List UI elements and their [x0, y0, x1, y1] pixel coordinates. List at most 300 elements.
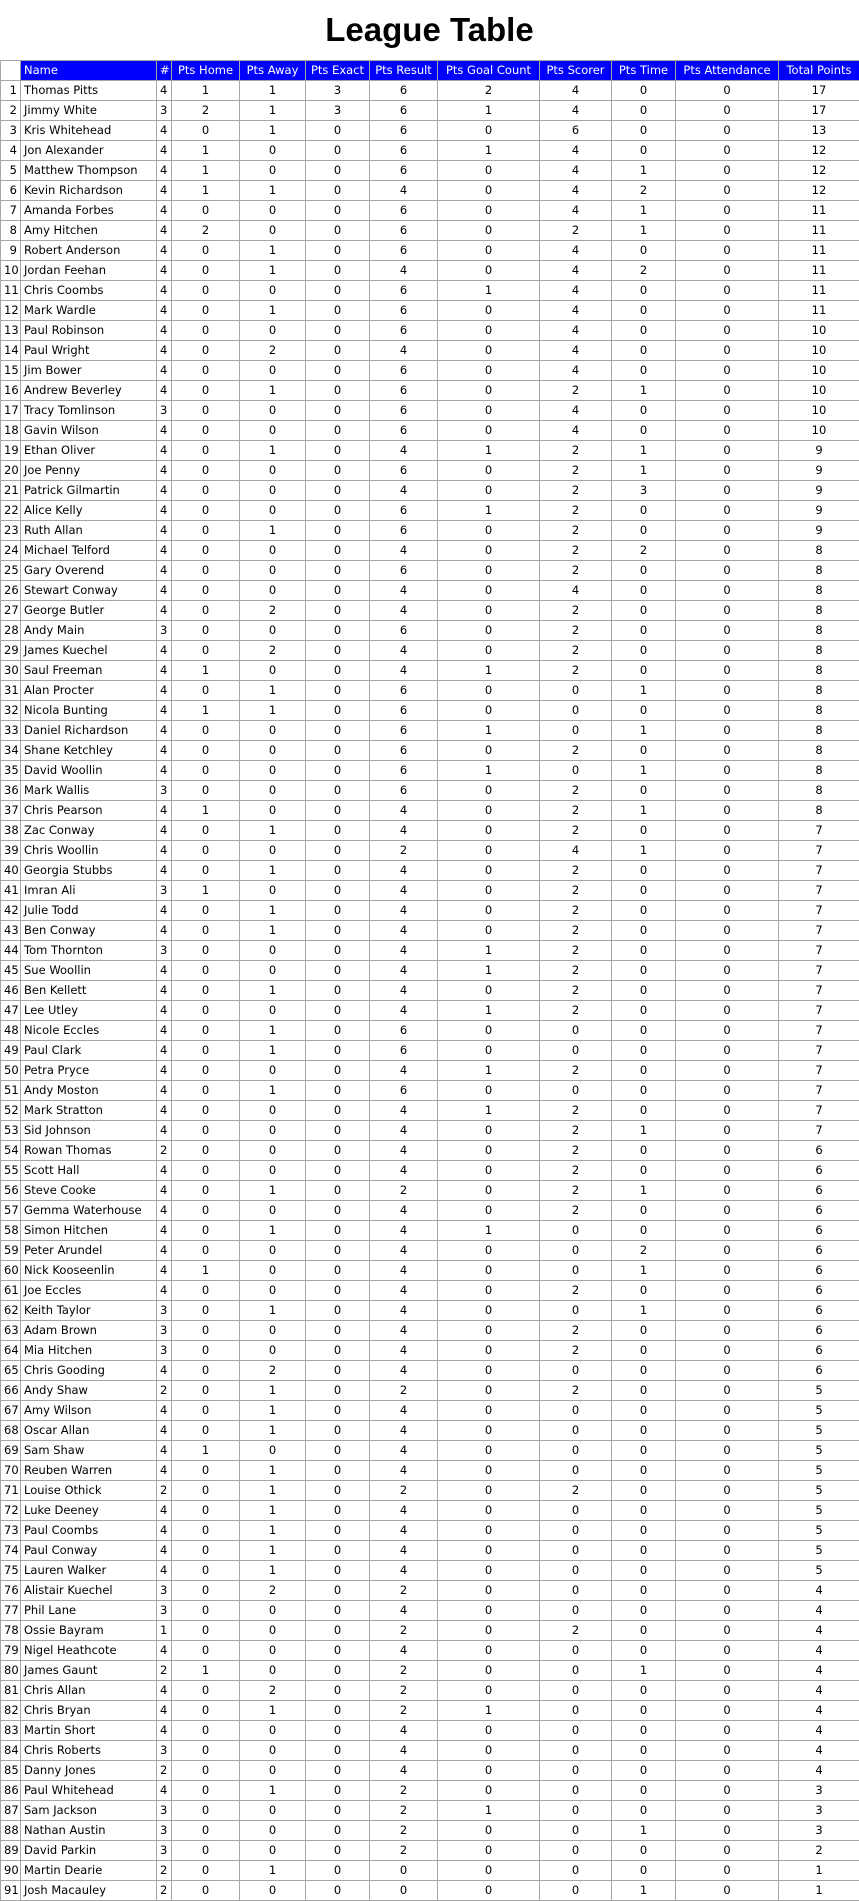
pts-scorer-cell: 0 [540, 1641, 612, 1661]
player-name-cell: Sam Jackson [21, 1801, 157, 1821]
pts-goal-count-cell: 0 [438, 1261, 540, 1281]
pts-attendance-cell: 0 [676, 1821, 779, 1841]
pts-attendance-cell: 0 [676, 1541, 779, 1561]
games-played-cell: 3 [157, 1581, 172, 1601]
games-played-cell: 4 [157, 721, 172, 741]
pts-goal-count-cell: 0 [438, 1581, 540, 1601]
pts-scorer-cell: 2 [540, 921, 612, 941]
pts-home-cell: 0 [172, 321, 240, 341]
header-pts-result[interactable]: Pts Result [370, 61, 438, 81]
pts-attendance-cell: 0 [676, 1221, 779, 1241]
pts-result-cell: 4 [370, 1221, 438, 1241]
games-played-cell: 4 [157, 1421, 172, 1441]
row-index-cell: 1 [1, 81, 21, 101]
pts-time-cell: 0 [612, 1461, 676, 1481]
pts-home-cell: 0 [172, 1121, 240, 1141]
pts-attendance-cell: 0 [676, 681, 779, 701]
table-row [1, 101, 859, 121]
pts-scorer-cell: 0 [540, 1681, 612, 1701]
player-name-cell: Jim Bower [21, 361, 157, 381]
pts-home-cell: 0 [172, 621, 240, 641]
total-points-cell: 9 [779, 461, 859, 481]
table-row [1, 1861, 859, 1881]
total-points-cell: 3 [779, 1781, 859, 1801]
row-index-cell: 89 [1, 1841, 21, 1861]
pts-away-cell: 1 [240, 861, 306, 881]
row-index-cell: 2 [1, 101, 21, 121]
pts-away-cell: 1 [240, 981, 306, 1001]
total-points-cell: 7 [779, 1001, 859, 1021]
pts-home-cell: 1 [172, 1661, 240, 1681]
row-index-cell: 77 [1, 1601, 21, 1621]
total-points-cell: 3 [779, 1801, 859, 1821]
games-played-cell: 4 [157, 1001, 172, 1021]
pts-exact-cell: 0 [306, 1681, 370, 1701]
pts-time-cell: 2 [612, 541, 676, 561]
player-name-cell: Mark Wallis [21, 781, 157, 801]
pts-result-cell: 4 [370, 1321, 438, 1341]
pts-result-cell: 4 [370, 1161, 438, 1181]
row-index-cell: 25 [1, 561, 21, 581]
pts-scorer-cell: 2 [540, 1121, 612, 1141]
total-points-cell: 11 [779, 281, 859, 301]
pts-home-cell: 0 [172, 461, 240, 481]
total-points-cell: 6 [779, 1181, 859, 1201]
player-name-cell: Joe Penny [21, 461, 157, 481]
pts-exact-cell: 0 [306, 1821, 370, 1841]
pts-scorer-cell: 2 [540, 1341, 612, 1361]
games-played-cell: 4 [157, 181, 172, 201]
total-points-cell: 5 [779, 1381, 859, 1401]
pts-time-cell: 0 [612, 141, 676, 161]
pts-time-cell: 0 [612, 961, 676, 981]
pts-scorer-cell: 2 [540, 901, 612, 921]
pts-time-cell: 0 [612, 1681, 676, 1701]
pts-attendance-cell: 0 [676, 961, 779, 981]
pts-goal-count-cell: 0 [438, 841, 540, 861]
pts-away-cell: 1 [240, 1521, 306, 1541]
row-index-cell: 15 [1, 361, 21, 381]
pts-away-cell: 1 [240, 681, 306, 701]
pts-result-cell: 2 [370, 1681, 438, 1701]
player-name-cell: Alistair Kuechel [21, 1581, 157, 1601]
pts-attendance-cell: 0 [676, 861, 779, 881]
pts-attendance-cell: 0 [676, 921, 779, 941]
pts-away-cell: 0 [240, 1881, 306, 1901]
pts-exact-cell: 0 [306, 581, 370, 601]
pts-exact-cell: 0 [306, 1241, 370, 1261]
player-name-cell: Ben Kellett [21, 981, 157, 1001]
row-index-cell: 54 [1, 1141, 21, 1161]
games-played-cell: 4 [157, 601, 172, 621]
row-index-cell: 10 [1, 261, 21, 281]
pts-result-cell: 6 [370, 281, 438, 301]
row-index-cell: 3 [1, 121, 21, 141]
pts-attendance-cell: 0 [676, 1001, 779, 1021]
pts-goal-count-cell: 0 [438, 261, 540, 281]
player-name-cell: Adam Brown [21, 1321, 157, 1341]
player-name-cell: Zac Conway [21, 821, 157, 841]
pts-scorer-cell: 4 [540, 421, 612, 441]
pts-result-cell: 6 [370, 721, 438, 741]
row-index-cell: 7 [1, 201, 21, 221]
pts-time-cell: 0 [612, 1641, 676, 1661]
pts-scorer-cell: 0 [540, 1841, 612, 1861]
pts-result-cell: 2 [370, 1581, 438, 1601]
pts-attendance-cell: 0 [676, 1321, 779, 1341]
pts-attendance-cell: 0 [676, 441, 779, 461]
pts-home-cell: 0 [172, 481, 240, 501]
pts-away-cell: 0 [240, 1821, 306, 1841]
pts-exact-cell: 0 [306, 261, 370, 281]
pts-exact-cell: 0 [306, 1361, 370, 1381]
pts-goal-count-cell: 0 [438, 801, 540, 821]
total-points-cell: 4 [779, 1761, 859, 1781]
pts-goal-count-cell: 0 [438, 121, 540, 141]
header-pts-away[interactable]: Pts Away [240, 61, 306, 81]
row-index-cell: 6 [1, 181, 21, 201]
games-played-cell: 4 [157, 841, 172, 861]
pts-away-cell: 1 [240, 1701, 306, 1721]
pts-time-cell: 0 [612, 1381, 676, 1401]
pts-result-cell: 4 [370, 901, 438, 921]
pts-exact-cell: 0 [306, 1121, 370, 1141]
table-row [1, 1701, 859, 1721]
header-name[interactable]: Name [21, 61, 157, 81]
pts-result-cell: 6 [370, 401, 438, 421]
pts-goal-count-cell: 0 [438, 1361, 540, 1381]
games-played-cell: 3 [157, 1741, 172, 1761]
total-points-cell: 6 [779, 1241, 859, 1261]
pts-scorer-cell: 4 [540, 401, 612, 421]
pts-scorer-cell: 2 [540, 481, 612, 501]
pts-goal-count-cell: 0 [438, 1681, 540, 1701]
table-row [1, 1481, 859, 1501]
row-index-cell: 5 [1, 161, 21, 181]
games-played-cell: 2 [157, 1141, 172, 1161]
pts-home-cell: 0 [172, 641, 240, 661]
table-row [1, 641, 859, 661]
row-index-cell: 62 [1, 1301, 21, 1321]
pts-away-cell: 1 [240, 101, 306, 121]
pts-home-cell: 0 [172, 721, 240, 741]
pts-attendance-cell: 0 [676, 1181, 779, 1201]
total-points-cell: 10 [779, 341, 859, 361]
games-played-cell: 4 [157, 1501, 172, 1521]
player-name-cell: David Parkin [21, 1841, 157, 1861]
pts-result-cell: 6 [370, 81, 438, 101]
pts-exact-cell: 0 [306, 1601, 370, 1621]
pts-home-cell: 0 [172, 861, 240, 881]
player-name-cell: Paul Conway [21, 1541, 157, 1561]
pts-away-cell: 2 [240, 641, 306, 661]
pts-exact-cell: 0 [306, 761, 370, 781]
pts-result-cell: 6 [370, 1021, 438, 1041]
pts-time-cell: 0 [612, 901, 676, 921]
player-name-cell: Gavin Wilson [21, 421, 157, 441]
total-points-cell: 6 [779, 1361, 859, 1381]
row-index-cell: 73 [1, 1521, 21, 1541]
header-pts-attendance[interactable]: Pts Attendance [676, 61, 779, 81]
pts-exact-cell: 0 [306, 1221, 370, 1241]
pts-attendance-cell: 0 [676, 1381, 779, 1401]
pts-time-cell: 1 [612, 761, 676, 781]
pts-away-cell: 0 [240, 541, 306, 561]
row-index-cell: 55 [1, 1161, 21, 1181]
player-name-cell: Daniel Richardson [21, 721, 157, 741]
games-played-cell: 4 [157, 1181, 172, 1201]
pts-time-cell: 0 [612, 1701, 676, 1721]
pts-goal-count-cell: 0 [438, 1421, 540, 1441]
total-points-cell: 10 [779, 321, 859, 341]
pts-away-cell: 0 [240, 1761, 306, 1781]
table-row [1, 1201, 859, 1221]
pts-exact-cell: 0 [306, 741, 370, 761]
pts-exact-cell: 0 [306, 981, 370, 1001]
table-row [1, 341, 859, 361]
pts-away-cell: 0 [240, 1201, 306, 1221]
pts-result-cell: 6 [370, 781, 438, 801]
pts-home-cell: 0 [172, 401, 240, 421]
pts-attendance-cell: 0 [676, 1701, 779, 1721]
header-total-points[interactable]: Total Points [779, 61, 859, 81]
pts-home-cell: 0 [172, 1201, 240, 1221]
pts-attendance-cell: 0 [676, 761, 779, 781]
pts-scorer-cell: 2 [540, 861, 612, 881]
pts-result-cell: 2 [370, 1841, 438, 1861]
pts-attendance-cell: 0 [676, 361, 779, 381]
table-row [1, 1781, 859, 1801]
games-played-cell: 4 [157, 921, 172, 941]
pts-goal-count-cell: 0 [438, 1081, 540, 1101]
row-index-cell: 4 [1, 141, 21, 161]
pts-away-cell: 1 [240, 701, 306, 721]
player-name-cell: Reuben Warren [21, 1461, 157, 1481]
games-played-cell: 4 [157, 541, 172, 561]
header-pts-home[interactable]: Pts Home [172, 61, 240, 81]
total-points-cell: 4 [779, 1621, 859, 1641]
pts-time-cell: 1 [612, 441, 676, 461]
row-index-cell: 22 [1, 501, 21, 521]
pts-goal-count-cell: 0 [438, 521, 540, 541]
pts-result-cell: 4 [370, 1741, 438, 1761]
pts-exact-cell: 0 [306, 381, 370, 401]
pts-goal-count-cell: 1 [438, 1001, 540, 1021]
pts-result-cell: 6 [370, 1081, 438, 1101]
header-pts-goal-count[interactable]: Pts Goal Count [438, 61, 540, 81]
pts-scorer-cell: 2 [540, 521, 612, 541]
pts-away-cell: 1 [240, 181, 306, 201]
player-name-cell: Paul Coombs [21, 1521, 157, 1541]
pts-time-cell: 0 [612, 601, 676, 621]
pts-away-cell: 1 [240, 1501, 306, 1521]
player-name-cell: Alan Procter [21, 681, 157, 701]
player-name-cell: Paul Wright [21, 341, 157, 361]
pts-exact-cell: 0 [306, 341, 370, 361]
table-row [1, 1501, 859, 1521]
pts-exact-cell: 0 [306, 661, 370, 681]
total-points-cell: 7 [779, 961, 859, 981]
table-row [1, 1421, 859, 1441]
pts-away-cell: 0 [240, 741, 306, 761]
total-points-cell: 8 [779, 561, 859, 581]
pts-result-cell: 6 [370, 741, 438, 761]
pts-away-cell: 0 [240, 1141, 306, 1161]
pts-goal-count-cell: 2 [438, 81, 540, 101]
table-row [1, 1161, 859, 1181]
games-played-cell: 4 [157, 441, 172, 461]
pts-away-cell: 0 [240, 581, 306, 601]
total-points-cell: 8 [779, 741, 859, 761]
table-row [1, 1621, 859, 1641]
pts-goal-count-cell: 0 [438, 1761, 540, 1781]
header-pts-exact[interactable]: Pts Exact [306, 61, 370, 81]
pts-attendance-cell: 0 [676, 221, 779, 241]
pts-home-cell: 0 [172, 1821, 240, 1841]
pts-time-cell: 0 [612, 881, 676, 901]
pts-home-cell: 1 [172, 1441, 240, 1461]
pts-scorer-cell: 0 [540, 721, 612, 741]
pts-exact-cell: 0 [306, 1461, 370, 1481]
pts-time-cell: 0 [612, 241, 676, 261]
total-points-cell: 4 [779, 1681, 859, 1701]
pts-attendance-cell: 0 [676, 821, 779, 841]
total-points-cell: 7 [779, 1101, 859, 1121]
pts-time-cell: 0 [612, 921, 676, 941]
title-bar [0, 0, 859, 60]
pts-away-cell: 0 [240, 1741, 306, 1761]
table-row [1, 1581, 859, 1601]
player-name-cell: Amy Wilson [21, 1401, 157, 1421]
pts-away-cell: 0 [240, 1621, 306, 1641]
player-name-cell: Jon Alexander [21, 141, 157, 161]
table-row [1, 901, 859, 921]
pts-home-cell: 0 [172, 1241, 240, 1261]
pts-result-cell: 6 [370, 121, 438, 141]
pts-away-cell: 1 [240, 1461, 306, 1481]
pts-away-cell: 2 [240, 341, 306, 361]
pts-time-cell: 0 [612, 1861, 676, 1881]
row-index-cell: 65 [1, 1361, 21, 1381]
row-index-cell: 43 [1, 921, 21, 941]
pts-goal-count-cell: 0 [438, 201, 540, 221]
pts-attendance-cell: 0 [676, 381, 779, 401]
pts-attendance-cell: 0 [676, 241, 779, 261]
total-points-cell: 10 [779, 401, 859, 421]
pts-home-cell: 0 [172, 281, 240, 301]
pts-home-cell: 1 [172, 161, 240, 181]
total-points-cell: 5 [779, 1541, 859, 1561]
pts-home-cell: 0 [172, 981, 240, 1001]
row-index-cell: 58 [1, 1221, 21, 1241]
pts-exact-cell: 0 [306, 1441, 370, 1461]
pts-exact-cell: 0 [306, 121, 370, 141]
player-name-cell: Chris Roberts [21, 1741, 157, 1761]
pts-result-cell: 4 [370, 1721, 438, 1741]
pts-away-cell: 0 [240, 1261, 306, 1281]
row-index-cell: 72 [1, 1501, 21, 1521]
games-played-cell: 4 [157, 1401, 172, 1421]
row-index-cell: 63 [1, 1321, 21, 1341]
pts-home-cell: 0 [172, 1161, 240, 1181]
table-row [1, 881, 859, 901]
pts-goal-count-cell: 0 [438, 1661, 540, 1681]
table-row [1, 1541, 859, 1561]
pts-home-cell: 1 [172, 881, 240, 901]
player-name-cell: Lee Utley [21, 1001, 157, 1021]
table-row [1, 241, 859, 261]
pts-goal-count-cell: 0 [438, 1441, 540, 1461]
pts-away-cell: 1 [240, 441, 306, 461]
pts-time-cell: 2 [612, 261, 676, 281]
row-index-cell: 11 [1, 281, 21, 301]
pts-time-cell: 0 [612, 641, 676, 661]
table-row [1, 1641, 859, 1661]
row-index-cell: 12 [1, 301, 21, 321]
table-row [1, 821, 859, 841]
pts-time-cell: 0 [612, 1021, 676, 1041]
pts-scorer-cell: 2 [540, 461, 612, 481]
header-played[interactable]: # [157, 61, 172, 81]
pts-exact-cell: 0 [306, 721, 370, 741]
pts-result-cell: 4 [370, 961, 438, 981]
table-row [1, 1241, 859, 1261]
pts-result-cell: 4 [370, 441, 438, 461]
pts-home-cell: 0 [172, 1681, 240, 1701]
pts-result-cell: 4 [370, 1101, 438, 1121]
pts-goal-count-cell: 0 [438, 1621, 540, 1641]
pts-away-cell: 0 [240, 781, 306, 801]
total-points-cell: 1 [779, 1881, 859, 1901]
pts-time-cell: 0 [612, 1441, 676, 1461]
pts-exact-cell: 0 [306, 861, 370, 881]
row-index-cell: 79 [1, 1641, 21, 1661]
row-index-cell: 50 [1, 1061, 21, 1081]
total-points-cell: 4 [779, 1701, 859, 1721]
games-played-cell: 4 [157, 741, 172, 761]
row-index-cell: 34 [1, 741, 21, 761]
games-played-cell: 4 [157, 581, 172, 601]
pts-exact-cell: 3 [306, 81, 370, 101]
row-index-cell: 47 [1, 1001, 21, 1021]
pts-exact-cell: 0 [306, 1061, 370, 1081]
pts-goal-count-cell: 0 [438, 401, 540, 421]
pts-result-cell: 6 [370, 221, 438, 241]
table-row [1, 121, 859, 141]
pts-goal-count-cell: 0 [438, 601, 540, 621]
pts-away-cell: 0 [240, 401, 306, 421]
pts-attendance-cell: 0 [676, 81, 779, 101]
header-pts-time[interactable]: Pts Time [612, 61, 676, 81]
pts-scorer-cell: 4 [540, 141, 612, 161]
player-name-cell: David Woollin [21, 761, 157, 781]
pts-scorer-cell: 2 [540, 881, 612, 901]
pts-home-cell: 0 [172, 421, 240, 441]
games-played-cell: 4 [157, 1441, 172, 1461]
total-points-cell: 8 [779, 761, 859, 781]
pts-goal-count-cell: 0 [438, 1741, 540, 1761]
player-name-cell: Petra Pryce [21, 1061, 157, 1081]
player-name-cell: Chris Pearson [21, 801, 157, 821]
total-points-cell: 5 [779, 1561, 859, 1581]
table-row [1, 661, 859, 681]
pts-result-cell: 2 [370, 841, 438, 861]
pts-result-cell: 2 [370, 1481, 438, 1501]
pts-time-cell: 1 [612, 1821, 676, 1841]
header-pts-scorer[interactable]: Pts Scorer [540, 61, 612, 81]
pts-home-cell: 0 [172, 1021, 240, 1041]
pts-scorer-cell: 4 [540, 841, 612, 861]
